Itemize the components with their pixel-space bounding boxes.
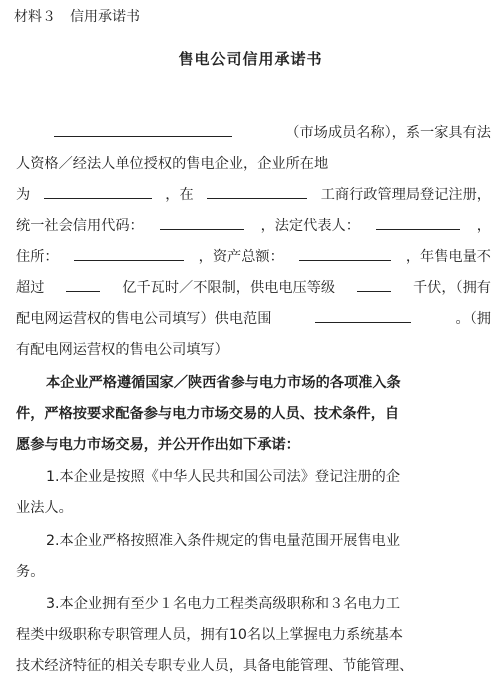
commitment-item-2: 2.本企业严格按照准入条件规定的售电量范围开展售电业 — [46, 533, 401, 549]
total-assets-blank[interactable] — [299, 246, 391, 261]
supply-area-blank[interactable] — [315, 308, 411, 323]
paragraph-line: 人资格／经法人单位授权的售电企业，企业所在地 — [16, 156, 329, 172]
commitment-item-3-cont: 程类中级职称专职管理人员，拥有10名以上掌握电力系统基本 — [16, 627, 403, 643]
paragraph-line: （市场成员名称），系一家具有法 — [16, 122, 491, 142]
commitment-item-1-cont: 业法人。 — [16, 500, 73, 516]
address-blank[interactable] — [74, 246, 184, 261]
commitment-item-3-cont: 技术经济特征的相关专职专业人员，具备电能管理、节能管理、 — [16, 658, 414, 674]
paragraph-line: 为 ，在 工商行政管理局登记注册， — [16, 184, 491, 204]
market-member-name-blank[interactable] — [54, 122, 232, 137]
paragraph-line: 配电网运营权的售电公司填写）供电范围 。（拥 — [16, 308, 491, 328]
paragraph-line: 有配电网运营权的售电公司填写） — [16, 342, 229, 358]
registration-authority-blank[interactable] — [207, 184, 307, 199]
paragraph-line: 住所： ，资产总额： ，年售电量不 — [16, 246, 491, 266]
commitment-item-2-cont: 务。 — [16, 564, 45, 580]
commitment-statement-line: 件，严格按要求配备参与电力市场交易的人员、技术条件，自 — [16, 406, 400, 422]
document-title: 售电公司信用承诺书 — [178, 50, 323, 68]
commitment-statement-line: 愿参与电力市场交易，并公开作出如下承诺： — [16, 437, 300, 453]
location-blank[interactable] — [44, 184, 152, 199]
paragraph-line: 统一社会信用代码： ，法定代表人： ， — [16, 215, 491, 235]
commitment-statement-line: 本企业严格遵循国家／陕西省参与电力市场的各项准入条 — [46, 375, 401, 391]
commitment-item-1: 1.本企业是按照《中华人民共和国公司法》登记注册的企 — [46, 469, 401, 485]
voltage-level-blank[interactable] — [357, 277, 391, 292]
commitment-item-3: 3.本企业拥有至少１名电力工程类高级职称和３名电力工 — [46, 596, 401, 612]
annual-sales-blank[interactable] — [66, 277, 100, 292]
legal-representative-blank[interactable] — [376, 215, 460, 230]
material-label: 材料３ 信用承诺书 — [14, 9, 140, 25]
paragraph-line: 超过 亿千瓦时／不限制，供电电压等级 千伏，（拥有 — [16, 277, 491, 297]
credit-code-blank[interactable] — [160, 215, 244, 230]
